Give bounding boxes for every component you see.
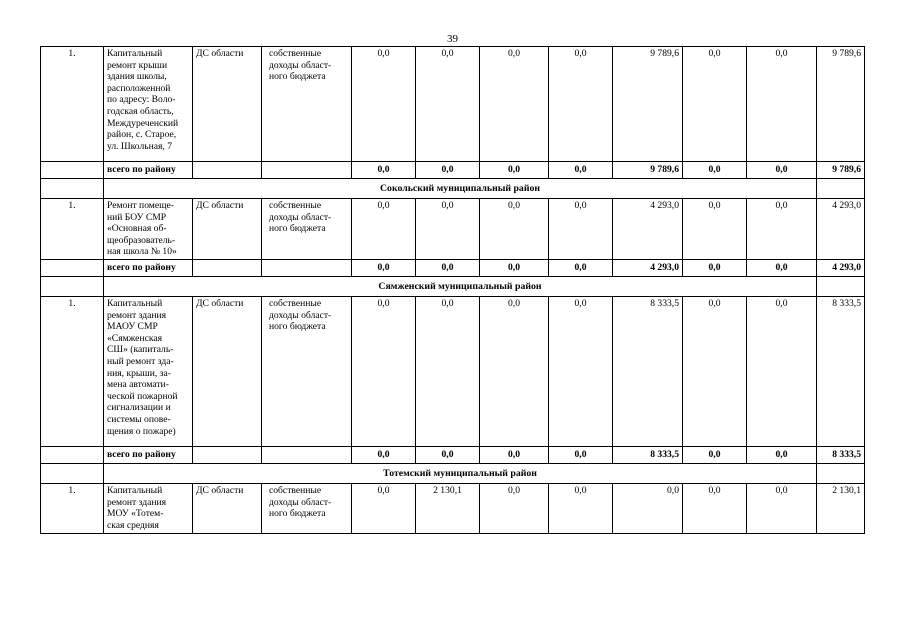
- object-name-line: Ремонт помеще-: [107, 200, 174, 211]
- value-cell: 9 789,6: [613, 47, 683, 162]
- district-heading-row: [41, 463, 865, 483]
- total-spacer-cell: [41, 446, 104, 463]
- funding-type: [262, 296, 352, 446]
- funding-type-line: собственные: [269, 48, 322, 59]
- value-cell: 8 333,5: [613, 296, 683, 446]
- funding-type-line: доходы област-: [269, 59, 332, 71]
- value-cell: 0,0: [480, 296, 549, 446]
- total-value-cell: 0,0: [352, 162, 416, 179]
- value-cell: 0,0: [747, 483, 817, 533]
- object-name-line: годская область,: [107, 105, 174, 117]
- value-cell: 0,0: [549, 47, 613, 162]
- value-cell: 0,0: [416, 296, 480, 446]
- object-name-line: ул. Школьная, 7: [107, 140, 173, 152]
- value-cell: 0,0: [416, 47, 480, 162]
- value-cell: 4 293,0: [817, 199, 865, 260]
- funding-type-line: собственные: [269, 297, 322, 309]
- object-name-line: СШ» (капиталь-: [107, 344, 174, 356]
- total-empty-cell: [193, 259, 262, 276]
- total-value-cell: 0,0: [747, 259, 817, 276]
- table-row: [41, 483, 865, 533]
- object-name-line: район, с. Старое,: [107, 129, 177, 141]
- object-name: [104, 483, 193, 533]
- total-spacer-cell: [41, 162, 104, 179]
- object-name-line: ремонт здания: [107, 496, 167, 508]
- table-body: [41, 47, 865, 534]
- total-value-cell: 0,0: [416, 446, 480, 463]
- value-cell: 0,0: [683, 296, 747, 446]
- object-name-line: Капитальный: [107, 48, 163, 59]
- total-value-cell: 8 333,5: [613, 446, 683, 463]
- total-value-cell: 0,0: [683, 162, 747, 179]
- total-value-cell: 8 333,5: [817, 446, 865, 463]
- object-name-line: Капитальный: [107, 297, 163, 309]
- object-name-line: сигнализации и: [107, 402, 171, 414]
- total-empty-cell: [262, 162, 352, 179]
- object-name-line: «Сямженская: [107, 332, 163, 344]
- value-cell: 0,0: [416, 199, 480, 260]
- object-name-line: МАОУ СМР: [107, 321, 158, 333]
- object-name-line: ная школа № 10»: [107, 246, 177, 258]
- object-name-line: ния, крыши, за-: [107, 367, 171, 379]
- funding-type-line: ного бюджета: [269, 508, 326, 520]
- district-heading: Сямженский муниципальный район: [104, 276, 817, 296]
- object-name-line: ская средняя: [107, 519, 159, 531]
- district-heading: Тотемский муниципальный район: [104, 463, 817, 483]
- table-row: [41, 296, 865, 446]
- object-name-line: ний БОУ СМР: [107, 211, 167, 223]
- total-value-cell: 0,0: [549, 259, 613, 276]
- value-cell: 4 293,0: [613, 199, 683, 260]
- heading-spacer-cell: [41, 179, 104, 199]
- object-name-line: щения о пожаре): [107, 425, 176, 437]
- object-name-line: ремонт крыши: [107, 59, 168, 71]
- total-value-cell: 4 293,0: [817, 259, 865, 276]
- district-total-row: [41, 259, 865, 276]
- funding-type-line: ного бюджета: [269, 223, 326, 235]
- value-cell: 0,0: [683, 199, 747, 260]
- value-cell: 0,0: [683, 483, 747, 533]
- total-value-cell: 0,0: [683, 446, 747, 463]
- value-cell: 0,0: [747, 199, 817, 260]
- total-empty-cell: [193, 446, 262, 463]
- total-value-cell: 0,0: [416, 162, 480, 179]
- value-cell: 0,0: [613, 483, 683, 533]
- value-cell: 9 789,6: [817, 47, 865, 162]
- value-cell: 0,0: [549, 199, 613, 260]
- value-cell: 0,0: [747, 47, 817, 162]
- table-row: [41, 199, 865, 260]
- total-value-cell: 0,0: [416, 259, 480, 276]
- heading-spacer-cell: [41, 276, 104, 296]
- funding-source: ДС области: [193, 296, 262, 446]
- total-value-cell: 9 789,6: [613, 162, 683, 179]
- total-value-cell: 0,0: [352, 446, 416, 463]
- total-value-cell: 4 293,0: [613, 259, 683, 276]
- total-value-cell: 0,0: [480, 259, 549, 276]
- object-name: [104, 47, 193, 162]
- value-cell: 0,0: [549, 483, 613, 533]
- funding-source: ДС области: [193, 47, 262, 162]
- funding-type-line: ного бюджета: [269, 321, 326, 333]
- object-name-line: МОУ «Тотем-: [107, 508, 164, 520]
- object-name-line: системы опове-: [107, 413, 171, 425]
- funding-type: [262, 47, 352, 162]
- object-name-line: ческой пожарной: [107, 390, 178, 402]
- total-empty-cell: [262, 446, 352, 463]
- heading-end-cell: [817, 276, 865, 296]
- object-name-line: «Основная об-: [107, 223, 167, 235]
- row-index: 1.: [41, 296, 104, 446]
- total-value-cell: 0,0: [683, 259, 747, 276]
- heading-end-cell: [817, 179, 865, 199]
- total-label: всего по району: [104, 162, 193, 179]
- district-total-row: [41, 162, 865, 179]
- total-value-cell: 0,0: [549, 162, 613, 179]
- district-heading-row: [41, 179, 865, 199]
- value-cell: 2 130,1: [416, 483, 480, 533]
- value-cell: 0,0: [549, 296, 613, 446]
- value-cell: 8 333,5: [817, 296, 865, 446]
- value-cell: 0,0: [480, 199, 549, 260]
- value-cell: 0,0: [352, 199, 416, 260]
- heading-end-cell: [817, 463, 865, 483]
- heading-spacer-cell: [41, 463, 104, 483]
- value-cell: 0,0: [352, 296, 416, 446]
- object-name-line: расположенной: [107, 82, 171, 94]
- row-index: 1.: [41, 199, 104, 260]
- object-name-line: Капитальный: [107, 484, 163, 496]
- object-name-line: здания школы,: [107, 71, 167, 83]
- page-number: 39: [447, 33, 458, 45]
- total-value-cell: 0,0: [747, 162, 817, 179]
- funding-source: ДС области: [193, 483, 262, 533]
- total-empty-cell: [262, 259, 352, 276]
- total-value-cell: 0,0: [480, 162, 549, 179]
- value-cell: 0,0: [747, 296, 817, 446]
- object-name: [104, 199, 193, 260]
- row-index: 1.: [41, 47, 104, 162]
- total-empty-cell: [193, 162, 262, 179]
- object-name: [104, 296, 193, 446]
- value-cell: 2 130,1: [817, 483, 865, 533]
- total-value-cell: 0,0: [747, 446, 817, 463]
- total-value-cell: 9 789,6: [817, 162, 865, 179]
- total-label: всего по району: [104, 259, 193, 276]
- funding-type-line: доходы област-: [269, 496, 332, 508]
- funding-type-line: ного бюджета: [269, 71, 326, 83]
- object-name-line: мена автомати-: [107, 379, 169, 391]
- funding-type-line: собственные: [269, 484, 322, 496]
- value-cell: 0,0: [480, 483, 549, 533]
- total-value-cell: 0,0: [480, 446, 549, 463]
- value-cell: 0,0: [352, 483, 416, 533]
- row-index: 1.: [41, 483, 104, 533]
- total-label: всего по району: [104, 446, 193, 463]
- funding-type: [262, 199, 352, 260]
- district-heading: Сокольский муниципальный район: [104, 179, 817, 199]
- funding-type-line: собственные: [269, 200, 322, 211]
- district-heading-row: [41, 276, 865, 296]
- object-name-line: Междуреченский: [107, 117, 179, 129]
- value-cell: 0,0: [683, 47, 747, 162]
- funding-type-line: доходы област-: [269, 211, 332, 223]
- district-total-row: [41, 446, 865, 463]
- value-cell: 0,0: [480, 47, 549, 162]
- funding-type-line: доходы област-: [269, 309, 332, 321]
- object-name-line: щеобразователь-: [107, 234, 176, 246]
- total-spacer-cell: [41, 259, 104, 276]
- funding-type: [262, 483, 352, 533]
- funding-source: ДС области: [193, 199, 262, 260]
- object-name-line: ный ремонт зда-: [107, 355, 174, 367]
- total-value-cell: 0,0: [352, 259, 416, 276]
- object-name-line: по адресу: Воло-: [107, 94, 176, 106]
- value-cell: 0,0: [352, 47, 416, 162]
- budget-table: [40, 46, 865, 534]
- table-row: [41, 47, 865, 162]
- total-value-cell: 0,0: [549, 446, 613, 463]
- object-name-line: ремонт здания: [107, 309, 167, 321]
